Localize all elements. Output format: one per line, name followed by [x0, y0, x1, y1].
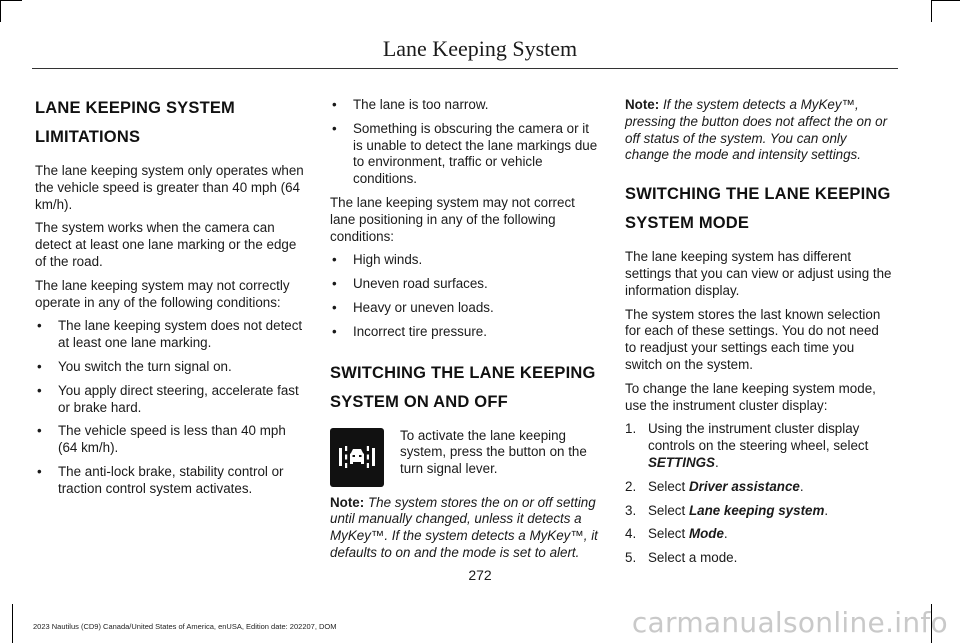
crop-mark: [0, 0, 22, 1]
step-text: Select: [648, 478, 689, 494]
step-item: [625, 550, 893, 567]
paragraph: The lane keeping system may not correctly operate in any of the following conditions:: [35, 277, 290, 310]
column-3: [625, 97, 893, 574]
step-item: [625, 526, 893, 543]
conditions-list: [35, 318, 307, 497]
activate-text: To activate the lane keeping system, press the button on the turn signal lever.: [400, 427, 587, 477]
note-label: Note:: [625, 97, 660, 112]
activate-instruction: [330, 428, 602, 487]
crop-mark: [12, 604, 13, 643]
watermark: carmanualsonline.info: [631, 606, 948, 639]
conditions-list-continued: [330, 97, 602, 188]
step-punct: .: [723, 526, 728, 542]
paragraph: The lane keeping system has different settings that you can view or adjust using the information display.: [625, 249, 892, 298]
heading-line: LANE KEEPING SYSTEM: [35, 99, 235, 117]
note: [330, 495, 602, 562]
step-menu-name: Driver assistance: [688, 478, 800, 494]
paragraph: To change the lane keeping system mode, use the instrument cluster display:: [625, 380, 876, 413]
paragraph: The lane keeping system only operates when the vehicle speed is greater than 40 mph (64 km/h).: [35, 163, 304, 212]
step-text: Select: [648, 502, 689, 518]
step-number: 5.: [625, 550, 637, 566]
column-1: [35, 96, 307, 505]
step-item: [625, 479, 893, 496]
list-item: • The anti-lock brake, stability control or traction control system activates.: [35, 464, 307, 498]
step-punct: .: [799, 478, 804, 494]
list-item: • Something is obscuring the camera or it is unable to detect the lane markings due to environment, traffic or vehicle conditions.: [330, 121, 602, 188]
step-text: Select a mode.: [648, 550, 738, 566]
correction-conditions-list: [330, 252, 602, 340]
note-text: The system stores the on or off setting until manually changed, unless it detects a MyKey™. If the system detects a MyKey™, it defaults to on and the mode is set to alert.: [330, 494, 598, 560]
note-label: Note:: [330, 494, 365, 510]
list-item: • High winds.: [330, 252, 602, 269]
edition-footer: 2023 Nautilus (CD9) Canada/United States of America, enUSA, Edition date: 202207, DOM: [33, 622, 337, 631]
paragraph: The system stores the last known selection for each of these settings. You do not need to readjust your settings each time you switch on the system.: [625, 306, 881, 372]
step-text: Select: [648, 526, 689, 542]
step-menu-name: SETTINGS: [648, 454, 715, 470]
step-number: 4.: [625, 526, 637, 542]
list-item: • Uneven road surfaces.: [330, 276, 602, 293]
crop-mark: [931, 0, 960, 1]
heading-line: SWITCHING THE LANE KEEPING: [330, 363, 596, 382]
section-heading-switching-mode: [625, 182, 893, 235]
list-item: • The lane is too narrow.: [330, 97, 602, 114]
heading-line: SYSTEM MODE: [625, 214, 750, 233]
heading-line: LIMITATIONS: [35, 128, 141, 146]
list-item: • You apply direct steering, accelerate fast or brake hard.: [35, 383, 307, 417]
list-item: • Incorrect tire pressure.: [330, 324, 602, 341]
crop-mark: [0, 0, 1, 22]
list-item: • The vehicle speed is less than 40 mph (64 km/h).: [35, 423, 307, 457]
page-number: 272: [468, 567, 492, 583]
step-menu-name: Mode: [688, 526, 724, 542]
step-text: Using the instrument cluster display controls on the steering wheel, select: [648, 421, 869, 454]
list-item: • You switch the turn signal on.: [35, 359, 307, 376]
section-heading-limitations: [35, 96, 307, 149]
step-number: 2.: [625, 478, 637, 494]
page-header-title: Lane Keeping System: [382, 36, 578, 61]
step-item: [625, 421, 893, 471]
paragraph: The lane keeping system may not correct lane positioning in any of the following conditions:: [330, 194, 575, 244]
step-punct: .: [824, 502, 829, 518]
step-menu-name: Lane keeping system: [688, 502, 825, 518]
header-divider: [32, 68, 898, 69]
list-item: • The lane keeping system does not detect at least one lane marking.: [35, 318, 307, 352]
paragraph: The system works when the camera can detect at least one lane marking or the edge of the road.: [35, 220, 297, 269]
step-number: 3.: [625, 502, 637, 518]
list-item: • Heavy or uneven loads.: [330, 300, 602, 317]
step-punct: .: [714, 454, 719, 470]
heading-line: SYSTEM ON AND OFF: [330, 392, 508, 411]
crop-mark: [931, 0, 932, 22]
column-2: [330, 97, 602, 569]
note: [625, 97, 893, 164]
mode-steps-list: [625, 421, 893, 567]
heading-line: SWITCHING THE LANE KEEPING: [625, 185, 891, 204]
step-number: 1.: [625, 421, 637, 437]
note-text: If the system detects a MyKey™, pressing the button does not affect the on or off status of the system. You can only change the mode and intensity settings.: [625, 97, 888, 163]
lane-keeping-button-icon: [330, 428, 384, 487]
section-heading-switching-on-off: [330, 361, 602, 414]
step-item: [625, 503, 893, 520]
